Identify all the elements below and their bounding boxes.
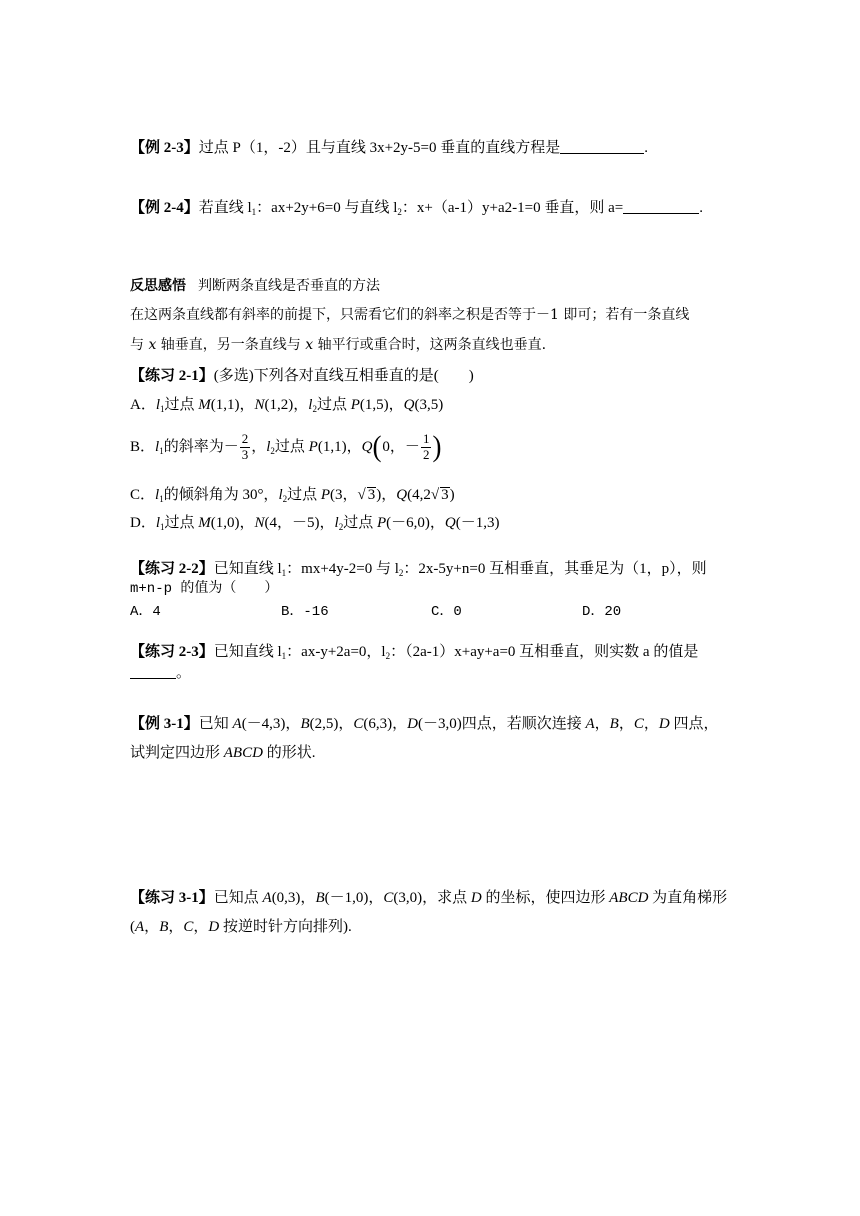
text: ：（2a-1）x+ay+a=0 互相垂直，则实数 a 的值是 (390, 644, 699, 660)
example-tag: 【例 2-4】 (130, 200, 199, 216)
math-var: A (135, 919, 145, 935)
exercise-3-1-line-2 (130, 920, 352, 935)
subscript: 2 (338, 522, 344, 532)
text: )， (376, 487, 397, 503)
exercise-2-3-stem (130, 645, 698, 661)
example-3-1-line-1 (130, 717, 719, 732)
subscript: 1 (160, 522, 165, 532)
reflection-line-1: 在这两条直线都有斜率的前提下，只需看它们的斜率之积是否等于－1 即可；若有一条直线 (130, 307, 690, 323)
subscript: 1 (251, 207, 257, 217)
math-var: A (262, 890, 272, 906)
text: 过点 (274, 438, 309, 455)
text: ：x+（a-1）y+a2-1=0 垂直，则 a= (401, 200, 624, 216)
subscript: 1 (159, 445, 164, 456)
text: 过点 (164, 397, 199, 413)
math-var: Q (361, 438, 373, 455)
text: 四点， (669, 716, 719, 732)
text: 若直线 l (198, 200, 252, 216)
fraction-denominator: 2 (422, 446, 430, 462)
subscript: 2 (397, 207, 402, 217)
subscript: 1 (159, 494, 164, 504)
math-var: D (407, 716, 418, 732)
option-a[interactable]: A．4 (130, 604, 161, 620)
math-var: Q (403, 397, 415, 413)
text: (1,5)， (359, 397, 404, 413)
answer-blank[interactable] (130, 665, 176, 679)
text: 按逆时针方向排列). (219, 919, 352, 935)
text: ， (594, 716, 610, 732)
text: 与 (130, 337, 149, 353)
example-text: 过点 P（1，-2）且与直线 3x+2y-5=0 垂直的直线方程是 (198, 140, 561, 156)
text: (1,1)， (210, 397, 255, 413)
text: 过点 (316, 397, 351, 413)
option-c[interactable]: C．0 (431, 604, 462, 620)
math-var: C (383, 890, 394, 906)
exercise-2-2-stem (130, 562, 707, 578)
answer-blank[interactable] (623, 200, 699, 214)
math-var: D (208, 919, 220, 935)
text: ：mx+4y-2=0 与 l (286, 561, 399, 577)
text: (3， (330, 487, 358, 503)
math-var: C (353, 716, 364, 732)
text: (3,0)， (393, 890, 438, 906)
text: 的形状. (262, 745, 316, 761)
period: . (699, 200, 703, 216)
math-var: Q (396, 487, 408, 503)
math-var: B (159, 919, 169, 935)
left-paren-icon: ( (372, 430, 382, 464)
text: 求点 (437, 890, 471, 906)
text: (0,3)， (271, 890, 316, 906)
text: ， (643, 716, 659, 732)
exercise-tag: 【练习 3-1】 (130, 890, 214, 906)
exercise-tag: 【练习 2-1】 (130, 368, 214, 384)
text: 轴平行或重合时，这两条直线也垂直. (313, 337, 547, 353)
text: 已知点 (213, 890, 263, 906)
reflection-line-2 (130, 338, 546, 352)
text: ， (144, 919, 160, 935)
text: ：ax+2y+6=0 与直线 l (256, 200, 398, 216)
math-var: l (334, 515, 339, 531)
text: ， (251, 438, 267, 455)
math-var: x (305, 337, 314, 353)
math-var: P (308, 438, 318, 455)
math-var: ABCD (609, 890, 649, 906)
text: 过点 (164, 515, 199, 531)
sqrt-icon: √ (357, 487, 366, 503)
answer-blank[interactable] (560, 140, 644, 154)
exercise-tag: 【练习 2-3】 (130, 644, 214, 660)
text: (－3,0) (417, 716, 462, 732)
text: 的斜率为－ (163, 438, 239, 455)
option-b[interactable] (130, 432, 442, 463)
text: ：2x-5y+n=0 互相垂直，其垂足为（1，p），则 (403, 561, 707, 577)
math-var: D (658, 716, 670, 732)
example-2-4 (130, 200, 703, 217)
option-label: D． (130, 515, 156, 531)
example-2-3 (130, 140, 648, 156)
sqrt-radicand: 3 (367, 487, 376, 503)
period: . (644, 140, 649, 156)
text: ， (168, 919, 184, 935)
text: ) (449, 487, 455, 503)
fraction-denominator: 3 (241, 446, 249, 462)
text: 的坐标，使四边形 (481, 890, 610, 906)
text: 为直角梯形 (648, 890, 728, 906)
math-var: C (633, 716, 644, 732)
text: (1,1)， (317, 438, 362, 455)
fraction-numerator: 1 (422, 431, 430, 446)
math-var: N (254, 397, 265, 413)
right-paren-icon: ) (432, 430, 442, 464)
subscript: 2 (398, 568, 404, 578)
math-var: M (198, 397, 211, 413)
math-var: B (609, 716, 619, 732)
text: (－1,3) (455, 515, 500, 531)
text: (6,3)， (363, 716, 408, 732)
fraction (240, 432, 251, 463)
period: 。 (176, 665, 192, 681)
question-stem: (多选)下列各对直线互相垂直的是( ) (213, 368, 474, 384)
subscript: 2 (270, 445, 275, 456)
exercise-3-1-line-1 (130, 891, 727, 906)
math-var: N (254, 515, 265, 531)
subscript: 1 (281, 568, 287, 578)
text: (4,2 (407, 487, 431, 503)
math-var: l (155, 397, 161, 413)
math-var: P (320, 487, 331, 503)
math-var: ABCD (223, 745, 263, 761)
exercise-2-1-stem (130, 369, 474, 384)
subscript: 1 (281, 651, 287, 661)
math-var: B (315, 890, 325, 906)
option-label: B． (130, 438, 156, 455)
example-tag: 【例 2-3】 (130, 140, 199, 156)
text: ， (193, 919, 209, 935)
fraction-numerator: 2 (241, 431, 249, 446)
example-3-1-line-2 (130, 746, 315, 761)
math-var: Q (444, 515, 456, 531)
exercise-2-2-line-2: m+n-p 的值为（ ） (130, 581, 279, 597)
text: 的倾斜角为 30°， (163, 487, 279, 503)
math-var: A (232, 716, 242, 732)
subscript: 2 (385, 651, 391, 661)
math-var: l (308, 397, 313, 413)
option-label: C． (130, 487, 156, 503)
subscript: 2 (282, 494, 288, 504)
text: (1,2)， (264, 397, 309, 413)
math-var: P (350, 397, 360, 413)
text: 已知直线 l (213, 644, 282, 660)
fraction (421, 432, 432, 463)
example-tag: 【例 3-1】 (130, 716, 199, 732)
text: (2,5)， (309, 716, 354, 732)
math-var: M (198, 515, 211, 531)
subscript: 1 (160, 404, 165, 414)
option-a[interactable] (130, 398, 443, 414)
subscript: 2 (312, 404, 317, 414)
text: (3,5) (414, 397, 444, 413)
text: 轴垂直，另一条直线与 (156, 337, 306, 353)
text: 已知直线 l (213, 561, 282, 577)
text: ， (618, 716, 634, 732)
math-var: l (266, 438, 271, 455)
text: (4，－5)， (264, 515, 335, 531)
text: (1,0)， (210, 515, 255, 531)
option-d[interactable]: D．20 (582, 604, 622, 620)
text: (－6,0)， (386, 515, 445, 531)
sqrt-radicand: 3 (441, 487, 449, 503)
math-var: B (300, 716, 310, 732)
math-var: A (585, 716, 595, 732)
sqrt-icon: √ (430, 487, 440, 503)
math-var: x (148, 337, 157, 353)
text: 试判定四边形 (130, 745, 224, 761)
option-d[interactable] (130, 516, 500, 532)
text: (－4,3)， (241, 716, 301, 732)
reflection-subtitle: 判断两条直线是否垂直的方法 (198, 278, 380, 294)
option-label: A． (130, 397, 156, 413)
option-c[interactable] (130, 487, 455, 504)
exercise-tag: 【练习 2-2】 (130, 561, 214, 577)
math-var: l (155, 438, 160, 455)
option-b[interactable]: B．-16 (281, 604, 329, 620)
math-var: l (278, 487, 283, 503)
text: 过点 (343, 515, 377, 531)
math-var: l (155, 515, 161, 531)
math-var: l (155, 487, 160, 503)
text: ：ax-y+2a=0，l (286, 644, 386, 660)
reflection-title: 反思感悟 (130, 278, 186, 294)
text: (－1,0)， (324, 890, 384, 906)
math-var: C (183, 919, 194, 935)
text: 四点，若顺次连接 (461, 716, 586, 732)
text: 已知 (198, 716, 233, 732)
exercise-2-3-line-2 (130, 665, 191, 681)
reflection-header (130, 279, 380, 294)
math-var: D (470, 890, 482, 906)
text: 0，－ (382, 438, 420, 455)
math-var: P (376, 515, 387, 531)
text: ( (130, 919, 135, 935)
text: 过点 (287, 487, 321, 503)
